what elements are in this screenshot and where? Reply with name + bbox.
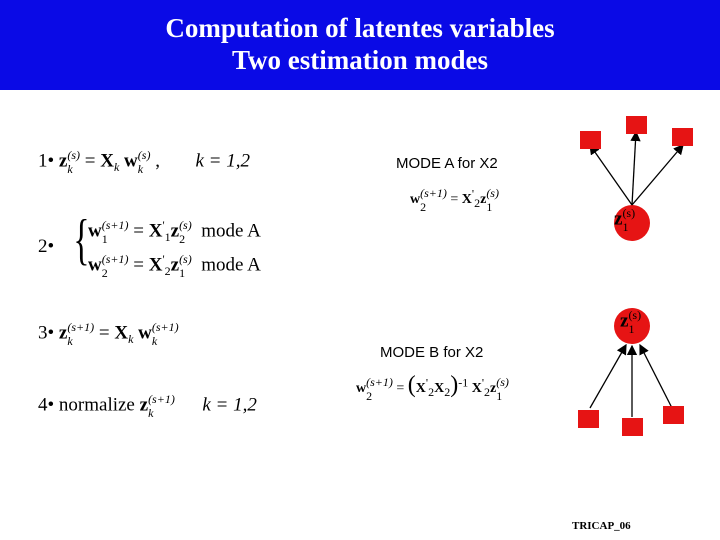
- step-3: 3• z (s+1) k = $X_k$ w (s+1) k: [38, 320, 179, 348]
- manifest-node-low-1: [578, 410, 599, 428]
- bullet-icon: •: [47, 394, 55, 416]
- latent-label-lower: z (s) 1: [620, 308, 642, 336]
- step-2-brace: {: [73, 209, 90, 271]
- step-1-k-range: k = 1,2: [195, 150, 250, 172]
- mode-a-formula: w (s+1) 2 = $X'_2z$ (s) 1: [410, 186, 499, 214]
- bullet-icon: •: [47, 322, 55, 344]
- title-line-2: Two estimation modes: [232, 45, 488, 75]
- latent-label-upper: z (s) 1: [614, 206, 636, 234]
- manifest-node-up-2: [626, 116, 647, 134]
- manifest-node-low-3: [663, 406, 684, 424]
- bullet-icon: •: [47, 150, 55, 172]
- footer-label: TRICAP_06: [572, 520, 631, 532]
- manifest-node-low-2: [622, 418, 643, 436]
- step-4: 4• normalize z (s+1) k k = 1,2: [38, 392, 257, 420]
- mode-b-formula: w (s+1) 2 = $(X'_2X_2)^{-1}$ $X'_2z$ (s) 1: [356, 372, 509, 403]
- step-2-line-1: w (s+1) 1 = $X'_1z$ (s) 2 mode A: [88, 218, 261, 246]
- mode-a-text-1: mode A: [201, 220, 261, 242]
- step-1-comma: ,: [155, 150, 160, 172]
- step-2-line-2: w (s+1) 2 = $X'_2z$ (s) 1 mode A: [88, 252, 261, 280]
- step-2-number: 2: [38, 236, 48, 257]
- step-4-normalize: normalize: [58, 394, 135, 416]
- mode-a-text-2: mode A: [201, 254, 261, 276]
- mode-b-label: MODE B for X2: [380, 344, 484, 361]
- mode-a-label: MODE A for X2: [396, 155, 498, 172]
- step-1-number: 1: [38, 150, 48, 172]
- manifest-node-up-1: [580, 131, 601, 149]
- step-3-number: 3: [38, 322, 48, 344]
- title-line-1: Computation of latentes variables: [165, 13, 555, 43]
- step-4-k-range: k = 1,2: [202, 394, 257, 416]
- bullet-icon: •: [47, 236, 55, 257]
- step-1: 1• z (s) k = $X_k$ w (s) k , k = 1,2: [38, 148, 250, 176]
- step-4-number: 4: [38, 394, 48, 416]
- manifest-node-up-3: [672, 128, 693, 146]
